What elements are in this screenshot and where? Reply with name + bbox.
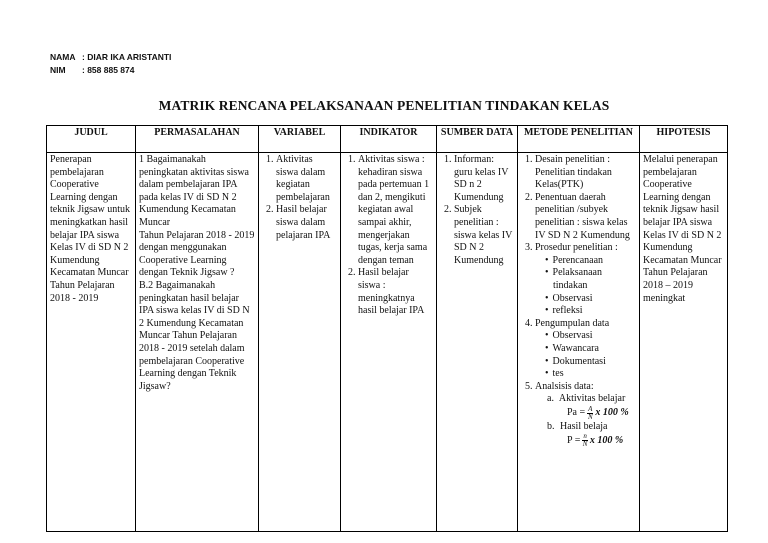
metode-item-label: Prosedur penelitian : (535, 242, 618, 254)
col-header-variabel: VARIABEL (259, 126, 341, 153)
list-item: • Observasi (553, 293, 636, 306)
indikator-item: 1. Aktivitas siswa : kehadiran siswa pada pertemuan 1 dan 2, mengikuti kegiatan awal sampai akhir, mengerjakan tugas, kerja sama dengan teman (358, 154, 433, 267)
cell-permasalahan (136, 153, 259, 532)
metode-item-label: Pengumpulan data (535, 317, 610, 329)
metode-item: 1. Desain penelitian : Penelitian tindakan Kelas(PTK) (535, 154, 636, 192)
formula-result (547, 433, 636, 448)
student-header (50, 51, 171, 77)
col-header-permasalahan: PERMASALAHAN (136, 126, 259, 153)
col-header-indikator: INDIKATOR (341, 126, 437, 153)
nim-row (50, 64, 171, 77)
metode-item (535, 318, 636, 381)
formula-activity (547, 406, 636, 421)
list-item: • Pelaksanaan tindakan (553, 267, 636, 292)
formula-denominator: N (587, 412, 593, 421)
variabel-item: 1. Aktivitas siswa dalam kegiatan pembelajaran (276, 154, 337, 204)
cell-judul: Penerapan pembelajaran Cooperative Learning dengan teknik Jigsaw untuk meningkatkan hasil belajar IPA siswa Kelas IV di SD N 2 Kumendung Kecamatan Muncar Tahun Pelajaran 2018 - 2019 (47, 153, 136, 532)
nim-value: : 858 885 874 (82, 65, 135, 75)
formula-numerator: A (588, 404, 593, 413)
col-header-sumber-data: SUMBER DATA (437, 126, 518, 153)
list-item: • refleksi (553, 305, 636, 318)
list-item: • tes (553, 368, 636, 381)
sumber-item: 2. Subjek penelitian : siswa kelas IV SD N 2 Kumendung (454, 204, 514, 267)
metode-item-label: Analsisis data: (535, 380, 594, 392)
analysis-marker: a. (547, 393, 554, 405)
permasalahan-2: B.2 Bagaimanakah peningkatan hasil belajar IPA siswa kelas IV di SD N 2 Kumendung Kecamatan Muncar Tahun Pelajaran 2018 - 2019 setelah dalam pembelajaran Cooperative Learning dengan Teknik Jigsaw? (139, 279, 250, 392)
name-label: NAMA (50, 52, 76, 62)
col-header-hipotesis: HIPOTESIS (640, 126, 728, 153)
permasalahan-1: 1 Bagaimanakah peningkatan aktivitas siswa dalam pembelajaran IPA pada kelas IV di SD N 2 Kumendung Kecamatan Muncar (139, 154, 249, 228)
list-item: • Perencanaan (553, 255, 636, 268)
variabel-item: 2. Hasil belajar siswa dalam pelajaran IPA (276, 204, 337, 242)
formula-rhs: x 100 % (595, 407, 629, 419)
analysis-item-a (547, 393, 636, 421)
metode-item: 2. Penentuan daerah penelitian /subyek penelitian : siswa kelas IV SD N 2 Kumendung (535, 192, 636, 242)
permasalahan-1b: Tahun Pelajaran 2018 - 2019 dengan menggunakan Cooperative Learning dengan Teknik Jigsaw ? (139, 229, 255, 279)
formula-fraction (582, 433, 588, 448)
analysis-item-b (547, 421, 636, 449)
cell-metode (518, 153, 640, 532)
analysis-label: Hasil belaja (560, 420, 608, 432)
research-matrix-table (46, 125, 728, 532)
formula-numerator: n (583, 432, 587, 441)
formula-denominator: N (582, 440, 588, 449)
table-header-row (47, 126, 728, 153)
sumber-item: 1. Informan: guru kelas IV SD n 2 Kumendung (454, 154, 514, 204)
formula-lhs: Pa = (567, 407, 586, 419)
cell-variabel (259, 153, 341, 532)
list-item: • Dokumentasi (553, 356, 636, 369)
metode-item (535, 242, 636, 318)
formula-rhs: x 100 % (589, 434, 624, 446)
nim-label: NIM (50, 65, 66, 75)
list-item: • Observasi (553, 330, 636, 343)
name-row (50, 51, 171, 64)
indikator-item: 2. Hasil belajar siswa : meningkatnya hasil belajar IPA (358, 267, 433, 317)
analysis-label: Aktivitas belajar (558, 393, 626, 405)
name-value: : DIAR IKA ARISTANTI (82, 52, 172, 62)
formula-lhs: P = (567, 434, 581, 446)
metode-item (535, 381, 636, 449)
analysis-marker: b. (547, 420, 555, 432)
cell-hipotesis: Melalui penerapan pembelajaran Cooperative Learning dengan teknik Jigsaw hasil belajar IPA siswa Kelas IV di SD N 2 Kumendung Kecamatan Muncar Tahun Pelajaran 2018 – 2019 meningkat (640, 153, 728, 532)
cell-indikator (341, 153, 437, 532)
cell-sumber-data (437, 153, 518, 532)
document-title: MATRIK RENCANA PELAKSANAAN PENELITIAN TINDAKAN KELAS (158, 98, 610, 113)
col-header-judul: JUDUL (47, 126, 136, 153)
list-item: • Wawancara (553, 343, 636, 356)
formula-fraction (587, 406, 593, 421)
table-row (47, 153, 728, 532)
col-header-metode: METODE PENELITIAN (518, 126, 640, 153)
